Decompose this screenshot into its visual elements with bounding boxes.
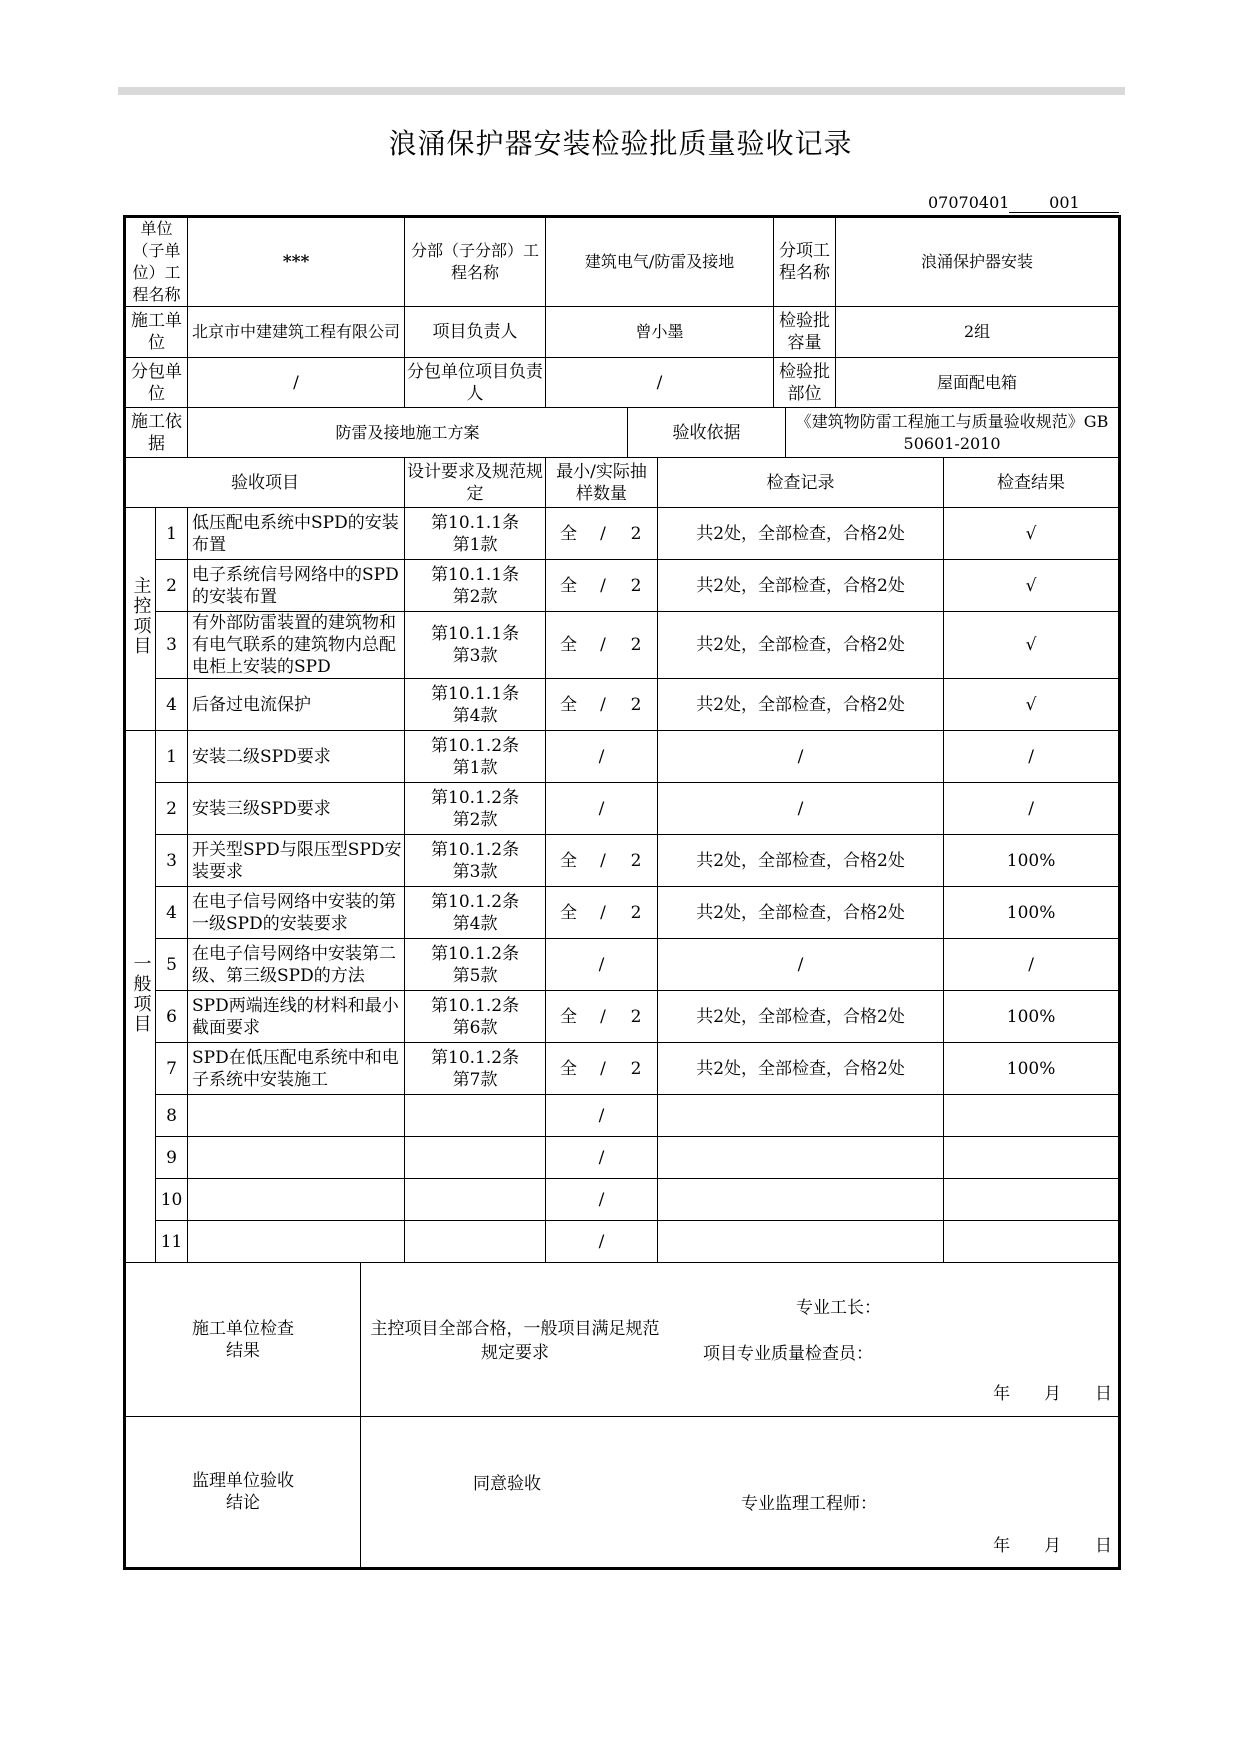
item-result: 100% bbox=[944, 887, 1120, 939]
item-sample bbox=[546, 1221, 658, 1263]
basis-value: 防雷及接地施工方案 bbox=[188, 408, 628, 458]
table-row bbox=[125, 991, 1120, 1043]
sub-pm-value: / bbox=[546, 358, 774, 408]
sample-box bbox=[546, 746, 657, 768]
item-record: 共2处，全部检查，合格2处 bbox=[658, 679, 944, 731]
table-row bbox=[125, 887, 1120, 939]
col-item-header: 验收项目 bbox=[125, 458, 405, 508]
sample-all: 全 bbox=[560, 575, 578, 596]
item-spec bbox=[405, 835, 546, 887]
sample-slash: / bbox=[600, 635, 606, 655]
sample-box bbox=[546, 902, 657, 924]
subitem-label: 分项工程名称 bbox=[774, 217, 836, 307]
item-spec bbox=[405, 679, 546, 731]
sample-all bbox=[560, 1105, 574, 1127]
item-spec-paragraph: 第7款 bbox=[452, 1069, 498, 1090]
location-label: 检验批部位 bbox=[774, 358, 836, 408]
sample-count bbox=[629, 1189, 643, 1211]
item-spec-clause: 第10.1.1条 bbox=[431, 512, 520, 533]
division-value: 建筑电气/防雷及接地 bbox=[546, 217, 774, 307]
table-row bbox=[125, 612, 1120, 679]
item-spec-paragraph: 第4款 bbox=[452, 913, 498, 934]
item-result: 100% bbox=[944, 991, 1120, 1043]
col-result-header: 检查结果 bbox=[944, 458, 1120, 508]
sample-box bbox=[546, 1105, 657, 1127]
item-number: 9 bbox=[156, 1137, 188, 1179]
item-number: 4 bbox=[156, 887, 188, 939]
sample-all: 全 bbox=[560, 694, 578, 715]
construction-check-label: 施工单位检查结果 bbox=[125, 1263, 361, 1417]
item-result: √ bbox=[944, 612, 1120, 679]
sample-count: 2 bbox=[630, 694, 642, 715]
item-sample bbox=[546, 1137, 658, 1179]
item-record: / bbox=[658, 731, 944, 783]
sample-count bbox=[629, 1147, 643, 1169]
item-spec bbox=[405, 508, 546, 560]
sample-slash: / bbox=[600, 523, 606, 544]
item-spec bbox=[405, 991, 546, 1043]
item-number: 11 bbox=[156, 1221, 188, 1263]
item-sample bbox=[546, 887, 658, 939]
item-sample bbox=[546, 1179, 658, 1221]
item-name: 安装三级SPD要求 bbox=[188, 783, 405, 835]
sample-slash: / bbox=[598, 1189, 605, 1210]
sample-slash: / bbox=[598, 954, 605, 975]
item-result: / bbox=[944, 731, 1120, 783]
sample-box bbox=[546, 575, 657, 597]
item-sample bbox=[546, 612, 658, 679]
item-result: 100% bbox=[944, 1043, 1120, 1095]
item-name: 在电子信号网络中安装第二级、第三级SPD的方法 bbox=[188, 939, 405, 991]
sample-box bbox=[546, 850, 657, 872]
item-sample bbox=[546, 560, 658, 612]
item-name: SPD在低压配电系统中和电子系统中安装施工 bbox=[188, 1043, 405, 1095]
contractor-value: 北京市中建建筑工程有限公司 bbox=[188, 307, 405, 358]
unit-name-value: *** bbox=[188, 217, 405, 307]
item-result: / bbox=[944, 939, 1120, 991]
item-sample bbox=[546, 1043, 658, 1095]
table-row bbox=[125, 835, 1120, 887]
item-spec bbox=[405, 939, 546, 991]
general-items-label-text: 一般项目 bbox=[130, 953, 152, 1034]
item-number: 10 bbox=[156, 1179, 188, 1221]
main-items-label-text: 主控项目 bbox=[130, 576, 152, 656]
sample-count: 2 bbox=[630, 575, 642, 596]
item-name: 在电子信号网络中安装的第一级SPD的安装要求 bbox=[188, 887, 405, 939]
table-row bbox=[125, 783, 1120, 835]
item-spec-paragraph: 第2款 bbox=[452, 809, 498, 830]
table-row bbox=[125, 679, 1120, 731]
item-spec bbox=[405, 887, 546, 939]
item-record bbox=[658, 1221, 944, 1263]
sample-all: 全 bbox=[560, 635, 578, 655]
sample-slash: / bbox=[598, 1147, 605, 1168]
item-name bbox=[188, 1221, 405, 1263]
item-spec bbox=[405, 1179, 546, 1221]
capacity-label: 检验批容量 bbox=[774, 307, 836, 358]
main-items-label bbox=[125, 508, 156, 731]
supervision-label: 监理单位验收结论 bbox=[125, 1417, 361, 1569]
table-row bbox=[125, 560, 1120, 612]
unit-name-label: 单位（子单位）工程名称 bbox=[125, 217, 188, 307]
item-spec-paragraph: 第1款 bbox=[452, 534, 498, 555]
sample-box bbox=[546, 798, 657, 820]
item-spec bbox=[405, 731, 546, 783]
sample-count: 2 bbox=[630, 850, 642, 871]
item-number: 8 bbox=[156, 1095, 188, 1137]
sample-all bbox=[560, 954, 574, 976]
item-number: 7 bbox=[156, 1043, 188, 1095]
sample-slash: / bbox=[600, 575, 606, 596]
item-number: 5 bbox=[156, 939, 188, 991]
item-result bbox=[944, 1095, 1120, 1137]
item-name: 有外部防雷装置的建筑物和有电气联系的建筑物内总配电柜上安装的SPD bbox=[188, 612, 405, 679]
foreman-label: 专业工长： bbox=[796, 1298, 882, 1318]
item-number: 1 bbox=[156, 508, 188, 560]
item-spec-clause: 第10.1.1条 bbox=[431, 683, 520, 704]
item-sample bbox=[546, 679, 658, 731]
item-spec bbox=[405, 1137, 546, 1179]
sample-count: 2 bbox=[630, 902, 642, 923]
table-row bbox=[125, 1043, 1120, 1095]
sample-box bbox=[546, 954, 657, 976]
item-name: 安装二级SPD要求 bbox=[188, 731, 405, 783]
item-record: 共2处，全部检查，合格2处 bbox=[658, 612, 944, 679]
item-spec bbox=[405, 1043, 546, 1095]
item-name: SPD两端连线的材料和最小截面要求 bbox=[188, 991, 405, 1043]
item-spec-paragraph: 第3款 bbox=[452, 861, 498, 882]
item-name: 低压配电系统中SPD的安装布置 bbox=[188, 508, 405, 560]
sample-count bbox=[629, 798, 643, 820]
sample-box bbox=[546, 1231, 657, 1253]
record-code-prefix: 07070401 bbox=[928, 193, 1010, 212]
sample-all bbox=[560, 746, 574, 768]
item-spec-clause: 第10.1.2条 bbox=[431, 839, 520, 860]
sample-all: 全 bbox=[560, 1058, 578, 1079]
sample-count bbox=[629, 1231, 643, 1253]
sample-count bbox=[629, 746, 643, 768]
item-spec bbox=[405, 1095, 546, 1137]
item-record: / bbox=[658, 939, 944, 991]
sample-all: 全 bbox=[560, 523, 578, 544]
engineer-label: 专业监理工程师： bbox=[741, 1494, 878, 1514]
item-name: 后备过电流保护 bbox=[188, 679, 405, 731]
sample-all: 全 bbox=[560, 902, 578, 923]
item-record: 共2处，全部检查，合格2处 bbox=[658, 560, 944, 612]
table-row bbox=[125, 1095, 1120, 1137]
table-row bbox=[125, 731, 1120, 783]
acceptance-basis-label: 验收依据 bbox=[628, 408, 786, 458]
top-divider bbox=[118, 87, 1125, 95]
inspector-label: 项目专业质量检查员： bbox=[703, 1344, 874, 1364]
table-row bbox=[125, 1137, 1120, 1179]
item-record: 共2处，全部检查，合格2处 bbox=[658, 835, 944, 887]
item-result bbox=[944, 1179, 1120, 1221]
pm-label: 项目负责人 bbox=[405, 307, 546, 358]
item-result: √ bbox=[944, 679, 1120, 731]
item-spec bbox=[405, 560, 546, 612]
record-code-suffix: 001 bbox=[1009, 193, 1119, 213]
table-row bbox=[125, 1179, 1120, 1221]
item-spec-paragraph: 第2款 bbox=[452, 586, 498, 607]
item-record: / bbox=[658, 783, 944, 835]
item-name bbox=[188, 1179, 405, 1221]
item-spec bbox=[405, 783, 546, 835]
table-row bbox=[125, 1221, 1120, 1263]
contractor-label: 施工单位 bbox=[125, 307, 188, 358]
pm-value: 曾小墨 bbox=[546, 307, 774, 358]
sample-slash: / bbox=[598, 798, 605, 819]
item-record: 共2处，全部检查，合格2处 bbox=[658, 887, 944, 939]
item-spec-clause: 第10.1.2条 bbox=[431, 891, 520, 912]
item-number: 1 bbox=[156, 731, 188, 783]
item-sample bbox=[546, 939, 658, 991]
sample-slash: / bbox=[600, 902, 606, 923]
item-sample bbox=[546, 731, 658, 783]
item-number: 4 bbox=[156, 679, 188, 731]
item-record: 共2处，全部检查，合格2处 bbox=[658, 991, 944, 1043]
item-number: 2 bbox=[156, 560, 188, 612]
sample-slash: / bbox=[600, 1006, 606, 1027]
sample-all bbox=[560, 1231, 574, 1253]
sample-all bbox=[560, 1147, 574, 1169]
general-items-label bbox=[125, 731, 156, 1263]
subcontractor-label: 分包单位 bbox=[125, 358, 188, 408]
sample-count: 2 bbox=[630, 1006, 642, 1027]
sample-slash: / bbox=[600, 694, 606, 715]
sample-all: 全 bbox=[560, 1006, 578, 1027]
col-spec-header: 设计要求及规范规定 bbox=[405, 458, 546, 508]
sample-all bbox=[560, 798, 574, 820]
item-result: √ bbox=[944, 508, 1120, 560]
item-result: √ bbox=[944, 560, 1120, 612]
acceptance-basis-value: 《建筑物防雷工程施工与质量验收规范》GB 50601-2010 bbox=[786, 408, 1120, 458]
item-spec-paragraph: 第3款 bbox=[452, 646, 498, 666]
sample-box bbox=[546, 1147, 657, 1169]
item-number: 2 bbox=[156, 783, 188, 835]
supervision-conclusion: 同意验收 bbox=[473, 1474, 542, 1494]
item-number: 3 bbox=[156, 835, 188, 887]
sample-slash: / bbox=[598, 1231, 605, 1252]
capacity-value: 2组 bbox=[836, 307, 1120, 358]
item-sample bbox=[546, 508, 658, 560]
item-sample bbox=[546, 991, 658, 1043]
item-spec-clause: 第10.1.1条 bbox=[431, 564, 520, 585]
table-row bbox=[125, 939, 1120, 991]
item-sample bbox=[546, 1095, 658, 1137]
sample-box bbox=[546, 634, 657, 656]
sample-count: 2 bbox=[630, 1058, 642, 1079]
item-record bbox=[658, 1179, 944, 1221]
page-title: 浪涌保护器安装检验批质量验收记录 bbox=[388, 127, 853, 160]
item-record bbox=[658, 1095, 944, 1137]
sample-slash: / bbox=[598, 746, 605, 767]
item-spec bbox=[405, 612, 546, 679]
item-spec-paragraph: 第6款 bbox=[452, 1017, 498, 1038]
item-result bbox=[944, 1221, 1120, 1263]
item-result: / bbox=[944, 783, 1120, 835]
sample-count bbox=[629, 1105, 643, 1127]
sub-pm-label: 分包单位项目负责人 bbox=[405, 358, 546, 408]
item-spec-clause: 第10.1.2条 bbox=[431, 735, 520, 756]
table-row bbox=[125, 508, 1120, 560]
col-sample-header: 最小/实际抽样数量 bbox=[546, 458, 658, 508]
item-spec-clause: 第10.1.2条 bbox=[431, 943, 520, 964]
location-value: 屋面配电箱 bbox=[836, 358, 1120, 408]
division-label: 分部（子分部）工程名称 bbox=[405, 217, 546, 307]
sample-box bbox=[546, 1058, 657, 1080]
item-record bbox=[658, 1137, 944, 1179]
record-code bbox=[928, 193, 1119, 213]
sample-slash: / bbox=[600, 850, 606, 871]
item-spec-clause: 第10.1.1条 bbox=[431, 624, 520, 644]
supervision-date: 年 月 日 bbox=[993, 1536, 1113, 1556]
construction-conclusion: 主控项目全部合格，一般项目满足规范规定要求 bbox=[370, 1319, 660, 1363]
item-spec-clause: 第10.1.2条 bbox=[431, 995, 520, 1016]
item-result bbox=[944, 1137, 1120, 1179]
item-name bbox=[188, 1095, 405, 1137]
sample-slash: / bbox=[598, 1105, 605, 1126]
sample-slash: / bbox=[600, 1058, 606, 1079]
sample-box bbox=[546, 1006, 657, 1028]
sample-box bbox=[546, 523, 657, 545]
sample-box bbox=[546, 1189, 657, 1211]
supervision-cell bbox=[361, 1417, 1120, 1569]
item-spec-paragraph: 第1款 bbox=[452, 757, 498, 778]
subitem-value: 浪涌保护器安装 bbox=[836, 217, 1120, 307]
construction-check-cell bbox=[361, 1263, 1120, 1417]
sample-count: 2 bbox=[630, 523, 642, 544]
item-number: 6 bbox=[156, 991, 188, 1043]
sample-count: 2 bbox=[630, 635, 642, 655]
inspection-table bbox=[123, 215, 1121, 1570]
item-record: 共2处，全部检查，合格2处 bbox=[658, 1043, 944, 1095]
sample-all: 全 bbox=[560, 850, 578, 871]
item-record: 共2处，全部检查，合格2处 bbox=[658, 508, 944, 560]
item-spec-clause: 第10.1.2条 bbox=[431, 787, 520, 808]
item-spec-clause: 第10.1.2条 bbox=[431, 1047, 520, 1068]
construction-date: 年 月 日 bbox=[993, 1384, 1113, 1404]
sample-count bbox=[629, 954, 643, 976]
item-spec-paragraph: 第5款 bbox=[452, 965, 498, 986]
item-name: 电子系统信号网络中的SPD的安装布置 bbox=[188, 560, 405, 612]
basis-label: 施工依据 bbox=[125, 408, 188, 458]
item-spec-paragraph: 第4款 bbox=[452, 705, 498, 726]
item-name: 开关型SPD与限压型SPD安装要求 bbox=[188, 835, 405, 887]
item-sample bbox=[546, 835, 658, 887]
sample-box bbox=[546, 694, 657, 716]
item-sample bbox=[546, 783, 658, 835]
subcontractor-value: / bbox=[188, 358, 405, 408]
item-name bbox=[188, 1137, 405, 1179]
item-number: 3 bbox=[156, 612, 188, 679]
col-record-header: 检查记录 bbox=[658, 458, 944, 508]
sample-all bbox=[560, 1189, 574, 1211]
item-spec bbox=[405, 1221, 546, 1263]
item-result: 100% bbox=[944, 835, 1120, 887]
